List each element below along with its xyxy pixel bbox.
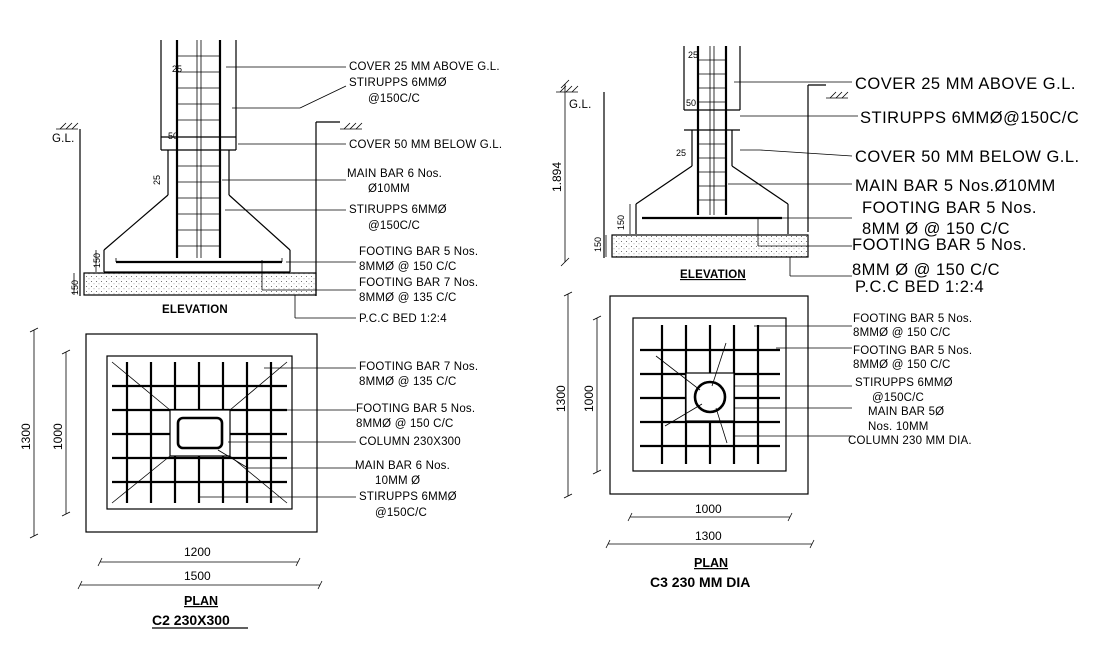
column-main-bars [177, 40, 220, 258]
right-plan [554, 292, 972, 590]
plan-title: PLAN [184, 594, 219, 608]
r-plan-note-footing-1: FOOTING BAR 5 Nos. [853, 313, 973, 325]
r-dim-25: 25 [688, 50, 699, 60]
r-plan-dimensions [554, 292, 814, 548]
plan-note-footing-5: FOOTING BAR 5 Nos. [356, 403, 476, 415]
right-elevation-dimensions [593, 50, 698, 257]
r-plan-note-column: COLUMN 230 MM DIA. [848, 435, 972, 447]
note-cover-above: COVER 25 MM ABOVE G.L. [349, 61, 500, 73]
note-stirrups-1-spacing: @150C/C [368, 93, 421, 105]
dim-footing-150: 150 [92, 252, 102, 268]
r-note-cover-above: COVER 25 MM ABOVE G.L. [855, 75, 1076, 93]
note-stirrups-2: STIRUPPS 6MMØ [349, 204, 447, 216]
note-footing-bar-5: FOOTING BAR 5 Nos. [359, 246, 479, 258]
r-plan-note-footing-1-spec: 8MMØ @ 150 C/C [853, 327, 951, 339]
r-plan-note-stirrups-spacing: @150C/C [872, 392, 925, 404]
r-note-stirrups: STIRUPPS 6MMØ@150C/C [860, 109, 1080, 127]
r-note-footing-1-spec: 8MM Ø @ 150 C/C [862, 220, 1011, 238]
pcc-bed [84, 273, 316, 295]
r-note-footing-1: FOOTING BAR 5 Nos. [862, 199, 1037, 217]
dim-cover-25: 25 [172, 64, 183, 74]
left-elevation [52, 40, 502, 325]
dim-inner-width: 1200 [184, 545, 211, 559]
left-plan [19, 328, 478, 628]
r-dim-25b: 25 [676, 148, 687, 158]
r-plan-note-main-bar: MAIN BAR 5Ø [868, 406, 945, 418]
right-elevation-notes [852, 75, 1080, 296]
r-dim-inner-width: 1000 [695, 502, 722, 516]
r-plan-note-main-bar-size: Nos. 10MM [868, 421, 929, 433]
r-note-main-bar: MAIN BAR 5 Nos.Ø10MM [855, 177, 1056, 195]
plan-subtitle: C2 230X300 [152, 612, 230, 628]
plan-note-main-bar: MAIN BAR 6 Nos. [355, 460, 451, 472]
dim-height-1894: 1.894 [550, 161, 564, 192]
note-footing-bar-5-spec: 8MMØ @ 150 C/C [359, 261, 457, 273]
gl-label: G.L. [52, 133, 75, 145]
r-note-pcc: P.C.C BED 1:2:4 [855, 278, 985, 296]
plan-note-main-bar-size: 10MM Ø [375, 475, 421, 487]
r-note-cover-below: COVER 50 MM BELOW G.L. [855, 148, 1080, 166]
r-note-footing-2-spec: 8MM Ø @ 150 C/C [852, 261, 1001, 279]
plan-note-footing-5-spec: 8MMØ @ 150 C/C [356, 418, 454, 430]
right-elevation [550, 46, 1080, 296]
elevation-dimensions [70, 64, 182, 295]
plan-note-column: COLUMN 230X300 [359, 436, 461, 448]
r-note-footing-2: FOOTING BAR 5 Nos. [852, 236, 1027, 254]
plan-notes [355, 361, 478, 519]
note-main-bar-size: Ø10MM [368, 183, 410, 195]
r-plan-title: PLAN [694, 556, 729, 570]
note-footing-bar-7: FOOTING BAR 7 Nos. [359, 277, 479, 289]
dim-inner-height: 1000 [51, 423, 65, 450]
elevation-title: ELEVATION [162, 304, 228, 316]
r-plan-note-footing-2-spec: 8MMØ @ 150 C/C [853, 359, 951, 371]
plan-note-footing-7-spec: 8MMØ @ 135 C/C [359, 376, 457, 388]
r-dim-50: 50 [686, 98, 697, 108]
r-plan-note-stirrups: STIRUPPS 6MMØ [855, 377, 953, 389]
dim-outer-height: 1300 [19, 423, 33, 450]
gl-label-right: G.L. [569, 99, 592, 111]
elevation-notes [347, 61, 502, 325]
note-cover-below: COVER 50 MM BELOW G.L. [349, 139, 503, 151]
plan-note-stirrups-spacing: @150C/C [375, 507, 428, 519]
dim-outer-width: 1500 [184, 569, 211, 583]
note-stirrups-1: STIRUPPS 6MMØ [349, 77, 447, 89]
right-elevation-title: ELEVATION [680, 269, 746, 281]
plan-note-stirrups: STIRUPPS 6MMØ [359, 491, 457, 503]
r-dim-outer-width: 1300 [695, 529, 722, 543]
r-dim-outer-height: 1300 [554, 385, 568, 412]
r-dim-150a: 150 [616, 214, 626, 230]
plan-column-stirrup [178, 418, 222, 448]
column-stirrups [177, 56, 220, 246]
r-dim-inner-height: 1000 [582, 385, 596, 412]
r-plan-notes [848, 313, 972, 447]
dim-cover-25b: 25 [152, 174, 162, 185]
r-plan-column-circle [695, 382, 725, 412]
note-pcc-bed: P.C.C BED 1:2:4 [359, 313, 447, 325]
note-stirrups-2-spacing: @150C/C [368, 220, 421, 232]
plan-note-footing-7: FOOTING BAR 7 Nos. [359, 361, 479, 373]
r-dim-150b: 150 [593, 236, 603, 252]
r-plan-subtitle: C3 230 MM DIA [650, 574, 751, 590]
r-plan-note-footing-2: FOOTING BAR 5 Nos. [853, 345, 973, 357]
dim-pcc-150: 150 [70, 279, 80, 295]
note-footing-bar-7-spec: 8MMØ @ 135 C/C [359, 292, 457, 304]
note-main-bar: MAIN BAR 6 Nos. [347, 168, 443, 180]
ground-level-symbol-right [556, 86, 848, 111]
dim-cover-50: 50 [168, 131, 179, 141]
